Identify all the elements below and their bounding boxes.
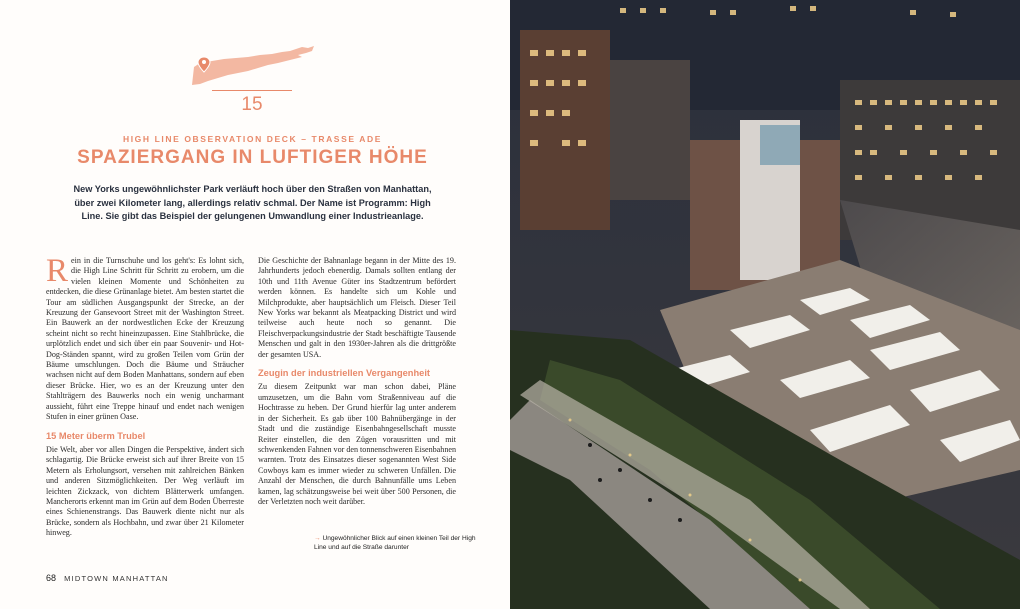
page-number: 68 xyxy=(46,573,57,583)
intro-text: New Yorks ungewöhnlichster Park verläuft hoch über den Straßen von Manhattan, über zwei Kilometer lang, allerdings relativ schmal. Der Name ist Programm: High Line. Sie gibt das Beispiel der gelungenen Umwandlung einer Industrieanlage. xyxy=(73,184,432,222)
page-title: SPAZIERGANG IN LUFTIGER HÖHE xyxy=(77,147,428,168)
chapter-divider xyxy=(212,90,292,91)
photo-caption xyxy=(314,534,484,552)
paragraph: Zu diesem Zeitpunkt war man schon dabei, Pläne umzusetzen, um die Bahn vom Straßenniveau auf die Hochtrasse zu heben. Der Grund hierfür lag unter anderem in der Sicherheit. Es gab über 100 Bahnübergänge in der Stadt und die zuständige Eisenbahngesellschaft musste Reiter einstellen, die den Zügen vorausritten und mit schwenkenden Fahnen vor den tonnenschweren Eisenbahnen warnten. Trotz des Einsatzes dieser sogenannten West Side Cowboys kam es immer wieder zu schweren Unfällen. Die Anzahl der Menschen, die durch Bahnunfälle ums Leben kamen, lag schätzungsweise bei weit über 500 Personen, die der Verletzten noch weit darüber. xyxy=(258,382,457,506)
arrow-icon: → xyxy=(314,535,321,542)
photo-high-line xyxy=(510,0,1020,609)
section-name: MIDTOWN MANHATTAN xyxy=(64,574,169,583)
kicker: HIGH LINE OBSERVATION DECK – TRASSE ADE xyxy=(122,134,383,144)
drop-cap: R xyxy=(46,253,69,289)
long-island-map-icon xyxy=(190,45,318,87)
text-column-2 xyxy=(258,256,456,507)
caption-text: Ungewöhnlicher Blick auf einen kleinen Teil der High Line und auf die Straße darunter xyxy=(314,535,476,551)
subheading: Zeugin der industriellen Vergangenheit xyxy=(258,368,431,379)
paragraph-text: ein in die Turnschuhe und los geht's: Es lohnt sich, die High Line Schritt für Schritt zu erobern, um die vielen kleinen Momente und Schönheiten zu entdecken, die diese Grünanlage bietet. Am besten startet die Tour am südlichen Ausgangspunkt der Strecke, an der Kreuzung der Gansevoort Street mit der Washington Street. Ein Bauwerk an der nordwestlichen Ecke der Kreuzung scheint nicht so recht hineinzupassen. Eine Stahlbrücke, die urplötzlich endet und sich über ein paar Souvenir- und Hot-Dog-Ständen spannt, wird zu großen Teilen vom Grün der Bäume umschlungen. Doch die Bäume und Sträucher wachsen nicht auf dem Boden Manhattans, sondern auf eben dieser Brücke. Hier, wo es an der Kreuzung unter den Stahlträgern des Bauwerks noch ein wenig uncharmant aussieht, führt eine Treppe hinauf und endet nach wenigen Stufen in einer grünen Oase. xyxy=(46,256,244,422)
photo-illustration xyxy=(510,0,1020,609)
chapter-number: 15 xyxy=(241,94,263,115)
subheading: 15 Meter überm Trubel xyxy=(46,430,146,441)
paragraph xyxy=(46,253,244,423)
paragraph: Die Welt, aber vor allen Dingen die Perspektive, ändert sich schlagartig. Die Brücke erweist sich auf ihrer Breite von 15 Metern als Erholungsort, versehen mit zahlreichen Bänken und anderen Sitzmöglichkeiten. Der Weg verläuft im leichten Zickzack, von dichtem Blätterwerk umfangen. Mancherorts erkennt man im Grün auf dem Boden Überreste eines Schienenstrangs. Das Bauwerk diente nicht nur als Brücke, sondern als Hochbahn, und zwar über 21 Kilometer hinweg. xyxy=(46,444,244,538)
page-footer xyxy=(46,573,169,583)
paragraph: Die Geschichte der Bahnanlage begann in der Mitte des 19. Jahrhunderts jedoch ebenerdig. Damals sollten entlang der 10th und 11th Avenue Güter ins Stadtzentrum befördert werden können. Es handelte sich um Kohle und Milchprodukte, aber hauptsächlich um Fleisch. Dieser Teil New Yorks war bekannt als Meatpacking District und wird teilweise auch heute noch so genannt. Die Fleischverpackungsindustrie der Stadt beschäftigte Tausende Menschen und galt in den 1930er-Jahren als die drittgrößte der gesamten USA. xyxy=(258,256,456,359)
text-column-1 xyxy=(46,253,244,539)
